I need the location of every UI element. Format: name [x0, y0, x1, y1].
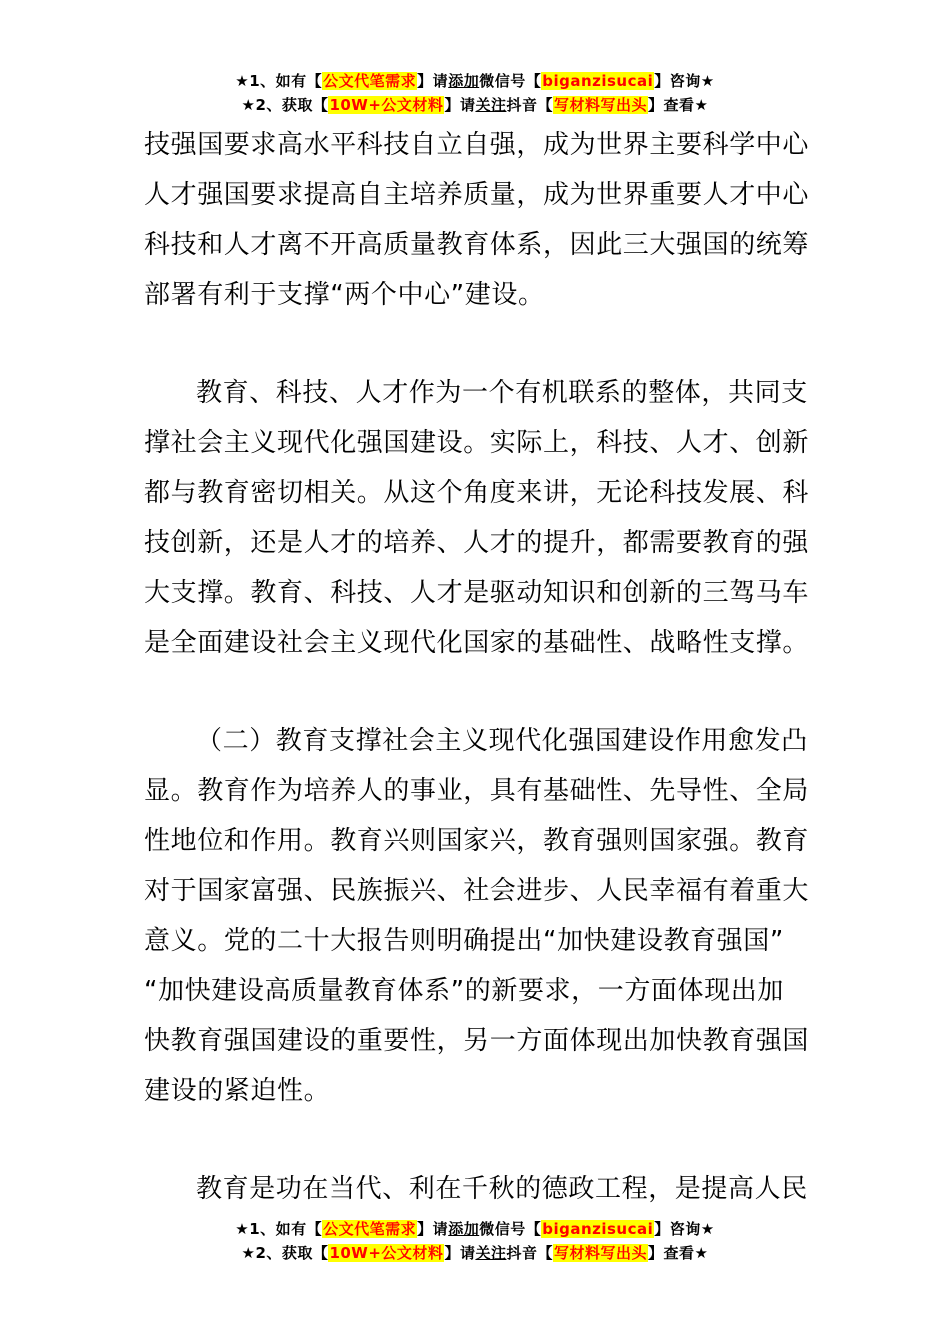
- notice-text: 】请: [444, 96, 476, 114]
- notice-follow-text: 关注: [475, 96, 507, 114]
- notice-text: ★1、如有【: [235, 72, 323, 90]
- highlight-douyin-account: 写材料写出头: [553, 96, 647, 114]
- notice-follow-text: 关注: [475, 1244, 507, 1262]
- notice-text: ★1、如有【: [235, 1220, 323, 1238]
- highlight-materials: 10W+公文材料: [329, 1244, 444, 1262]
- paragraph-spacer: [144, 320, 806, 368]
- text-line: 快教育强国建设的重要性，另一方面体现出加快教育强国: [144, 1026, 810, 1056]
- notice-text: 微信号【: [479, 1220, 542, 1238]
- highlight-wechat-id: biganzisucai: [542, 72, 654, 90]
- notice-text: 】请: [417, 72, 449, 90]
- highlight-douyin-account: 写材料写出头: [553, 1244, 647, 1262]
- text-line: 大支撑。教育、科技、人才是驱动知识和创新的三驾马车: [144, 578, 810, 608]
- footer-notice-line-2: [0, 1242, 950, 1264]
- header-notice-line-1: [0, 70, 950, 92]
- highlight-writing-service: 公文代笔需求: [323, 1220, 417, 1238]
- text-line: 对于国家富强、民族振兴、社会进步、人民幸福有着重大: [144, 876, 810, 906]
- highlight-materials: 10W+公文材料: [329, 96, 444, 114]
- notice-text: 抖音【: [506, 96, 553, 114]
- paragraph-3: [144, 716, 810, 1116]
- paragraph-2: [144, 368, 810, 668]
- highlight-writing-service: 公文代笔需求: [323, 72, 417, 90]
- text-line: 人才强国要求提高自主培养质量，成为世界重要人才中心: [144, 180, 810, 210]
- notice-text: 】请: [417, 1220, 449, 1238]
- notice-text: 】请: [444, 1244, 476, 1262]
- paragraph-spacer: [144, 1116, 806, 1164]
- notice-text: 】查看★: [648, 96, 709, 114]
- paragraph-4: [144, 1164, 806, 1214]
- text-line: 是全面建设社会主义现代化国家的基础性、战略性支撑。: [144, 628, 810, 658]
- notice-add-text: 添加: [448, 1220, 480, 1238]
- notice-add-text: 添加: [448, 72, 480, 90]
- paragraph-spacer: [144, 668, 806, 716]
- text-line: 教育是功在当代、利在千秋的德政工程，是提高人民: [196, 1174, 808, 1204]
- notice-text: 微信号【: [479, 72, 542, 90]
- text-line: 部署有利于支撑“两个中心”建设。: [144, 280, 545, 310]
- text-line: 意义。党的二十大报告则明确提出“加快建设教育强国”: [144, 926, 784, 956]
- text-line: 科技和人才离不开高质量教育体系，因此三大强国的统筹: [144, 230, 810, 260]
- text-line: （二）教育支撑社会主义现代化强国建设作用愈发凸: [196, 726, 808, 756]
- text-line: 技创新，还是人才的培养、人才的提升，都需要教育的强: [144, 528, 810, 558]
- text-line: “加快建设高质量教育体系”的新要求，一方面体现出加: [144, 976, 784, 1006]
- text-line: 显。教育作为培养人的事业，具有基础性、先导性、全局: [144, 776, 810, 806]
- notice-text: ★2、获取【: [241, 96, 329, 114]
- header-notice-line-2: [0, 94, 950, 116]
- notice-text: 】查看★: [648, 1244, 709, 1262]
- document-body: [144, 120, 810, 1214]
- notice-text: 抖音【: [506, 1244, 553, 1262]
- text-line: 建设的紧迫性。: [144, 1076, 331, 1106]
- text-line: 技强国要求高水平科技自立自强，成为世界主要科学中心: [144, 130, 810, 160]
- notice-text: ★2、获取【: [241, 1244, 329, 1262]
- text-line: 教育、科技、人才作为一个有机联系的整体，共同支: [196, 378, 808, 408]
- notice-text: 】咨询★: [654, 72, 715, 90]
- highlight-wechat-id: biganzisucai: [542, 1220, 654, 1238]
- text-line: 撑社会主义现代化强国建设。实际上，科技、人才、创新: [144, 428, 810, 458]
- paragraph-1: [144, 120, 810, 320]
- footer-notice-line-1: [0, 1218, 950, 1240]
- text-line: 都与教育密切相关。从这个角度来讲，无论科技发展、科: [144, 478, 810, 508]
- text-line: 性地位和作用。教育兴则国家兴，教育强则国家强。教育: [144, 826, 810, 856]
- notice-text: 】咨询★: [654, 1220, 715, 1238]
